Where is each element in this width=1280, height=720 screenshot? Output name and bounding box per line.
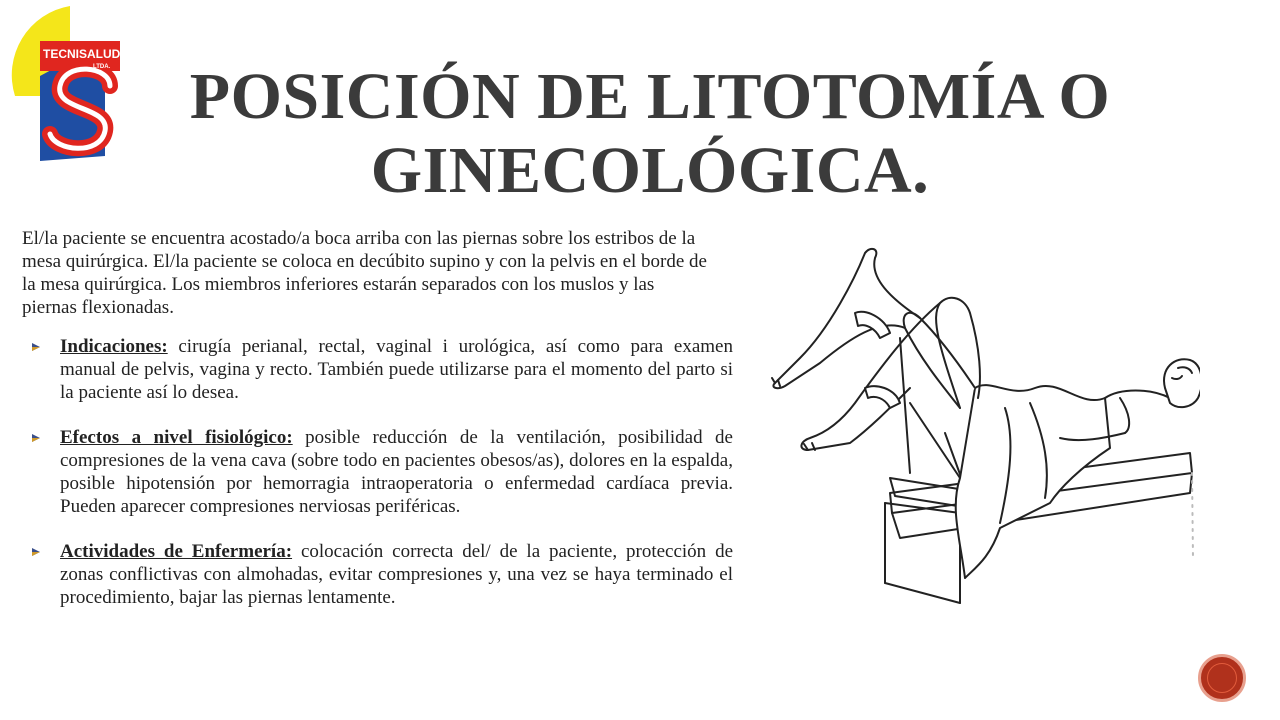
arrow-bullet-icon [30,432,42,444]
bullet-indicaciones [28,335,733,404]
logo-suffix: LTDA. [93,64,111,70]
bullet-efectos [28,426,733,518]
bullet-label: Efectos a nivel fisiológico: [60,427,293,448]
bullet-text: colocación correcta del/ de la paciente, protección de zonas conflictivas con almohadas, evitar compresiones y, una vez se haya terminado el procedimiento, bajar las piernas lentamente. [60,541,734,608]
logo-mark: S [10,6,11,7]
arrow-bullet-icon [30,546,42,558]
bullet-label: Actividades de Enfermería: [60,541,293,562]
tecnisalud-logo [10,6,145,166]
title-line-2: GINECOLÓGICA. [370,134,930,207]
lithotomy-illustration [760,238,1200,608]
page-title [150,60,1150,208]
title-line-1: POSICIÓN DE LITOTOMÍA O [189,60,1111,133]
circle-button-icon[interactable] [1198,654,1246,702]
arrow-bullet-icon [30,341,42,353]
logo-brand: TECNISALUD [43,47,121,61]
bullet-list [28,335,733,631]
intro-paragraph: El/la paciente se encuentra acostado/a boca arriba con las piernas sobre los estribos de la mesa quirúrgica. El/la paciente se coloca en decúbito supino y con la pelvis en el borde de la mesa quirúrgica. Los miembros inferiores estarán separados con los muslos y las piernas flexionadas. [22,228,707,318]
bullet-label: Indicaciones: [60,336,168,357]
bullet-text: posible reducción de la ventilación, posibilidad de compresiones de la vena cava (sobre todo en pacientes obesos/as), dolores en la espalda, posible hipotensión por hemorragia intraoperatoria o enfermedad cardíaca previa. Pueden aparecer compresiones nerviosas periféricas. [60,427,733,517]
bullet-actividades [28,540,733,609]
bullet-text: cirugía perianal, rectal, vaginal i urológica, así como para examen manual de pelvis, vagina y recto. También puede utilizarse para el momento del parto si la paciente así lo desea. [60,336,733,403]
